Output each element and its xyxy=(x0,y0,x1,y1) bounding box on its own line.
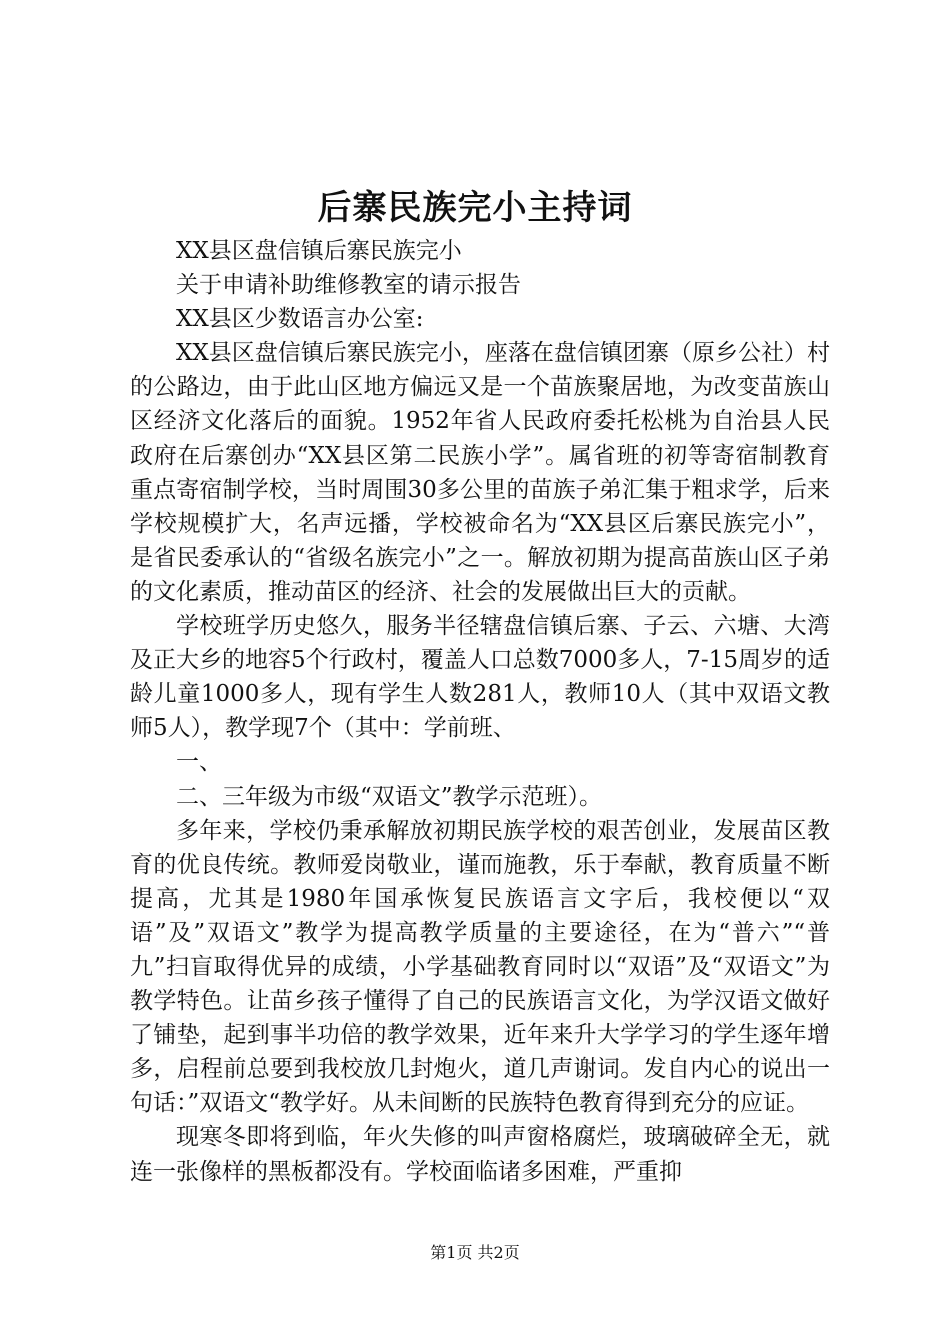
recipient-line: XX县区少数语言办公室: xyxy=(176,306,424,333)
document-body xyxy=(130,234,830,1189)
report-subject-line: 关于申请补助维修教室的请示报告 xyxy=(176,272,521,299)
paragraph-demo-classes: 二、三年级为市级“双语文”教学示范班）。 xyxy=(176,783,603,810)
school-name-line: XX县区盘信镇后寨民族完小 xyxy=(176,238,462,264)
paragraph-current-condition: 现寒冬即将到临，年火失修的叫声窗格腐烂，玻璃破碎全无，就连一张像样的黑板都没有。学校面临诸多困难，严重抑 xyxy=(130,1124,830,1185)
paragraph-fragment: 一、 xyxy=(176,749,222,776)
paragraph-history: XX县区盘信镇后寨民族完小，座落在盘信镇团寨（原乡公社）村的公路边，由于此山区地方偏远又是一个苗族聚居地，为改变苗族山区经济文化落后的面貌。1952年省人民政府委托松桃为自治县人民政府在后寨创办“XX县区第二民族小学”。属省班的初等寄宿制教育重点寄宿制学校，当时周围30多公里的苗族子弟汇集于粗求学，后来学校规模扩大，名声远播，学校被命名为“XX县区后寨民族完小”，是省民委承认的“省级名族完小”之一。解放初期为提高苗族山区子弟的文化素质，推动苗区的经济、社会的发展做出巨大的贡献。 xyxy=(130,340,830,605)
paragraph-tradition: 多年来，学校仍秉承解放初期民族学校的艰苦创业，发展苗区教育的优良传统。教师爱岗敬业，谨而施教，乐于奉献，教育质量不断提高，尤其是1980年国承恢复民族语言文字后，我校便以“双语”及”双语文”教学为提高教学质量的主要途径，在为“普六”“普九”扫盲取得优异的成绩，小学基础教育同时以“双语”及“双语文”为教学特色。让苗乡孩子懂得了自己的民族语言文化，为学汉语文做好了铺垫，起到事半功倍的教学效果，近年来升大学学习的学生逐年增多，启程前总要到我校放几封炮火，道几声谢词。发自内心的说出一句话：”双语文“教学好。从未间断的民族特色教育得到充分的应证。 xyxy=(130,817,830,1117)
page-number: 第1页 共2页 xyxy=(430,1243,520,1262)
paragraph-service-area: 学校班学历史悠久，服务半径辖盘信镇后寨、子云、六塘、大湾及正大乡的地容5个行政村，覆盖人口总数7000多人，7-15周岁的适龄儿童1000多人，现有学生人数281人，教师10人（其中双语文教师5人），教学现7个（其中：学前班、 xyxy=(130,613,830,742)
document-title: 后寨民族完小主持词 xyxy=(317,188,633,228)
